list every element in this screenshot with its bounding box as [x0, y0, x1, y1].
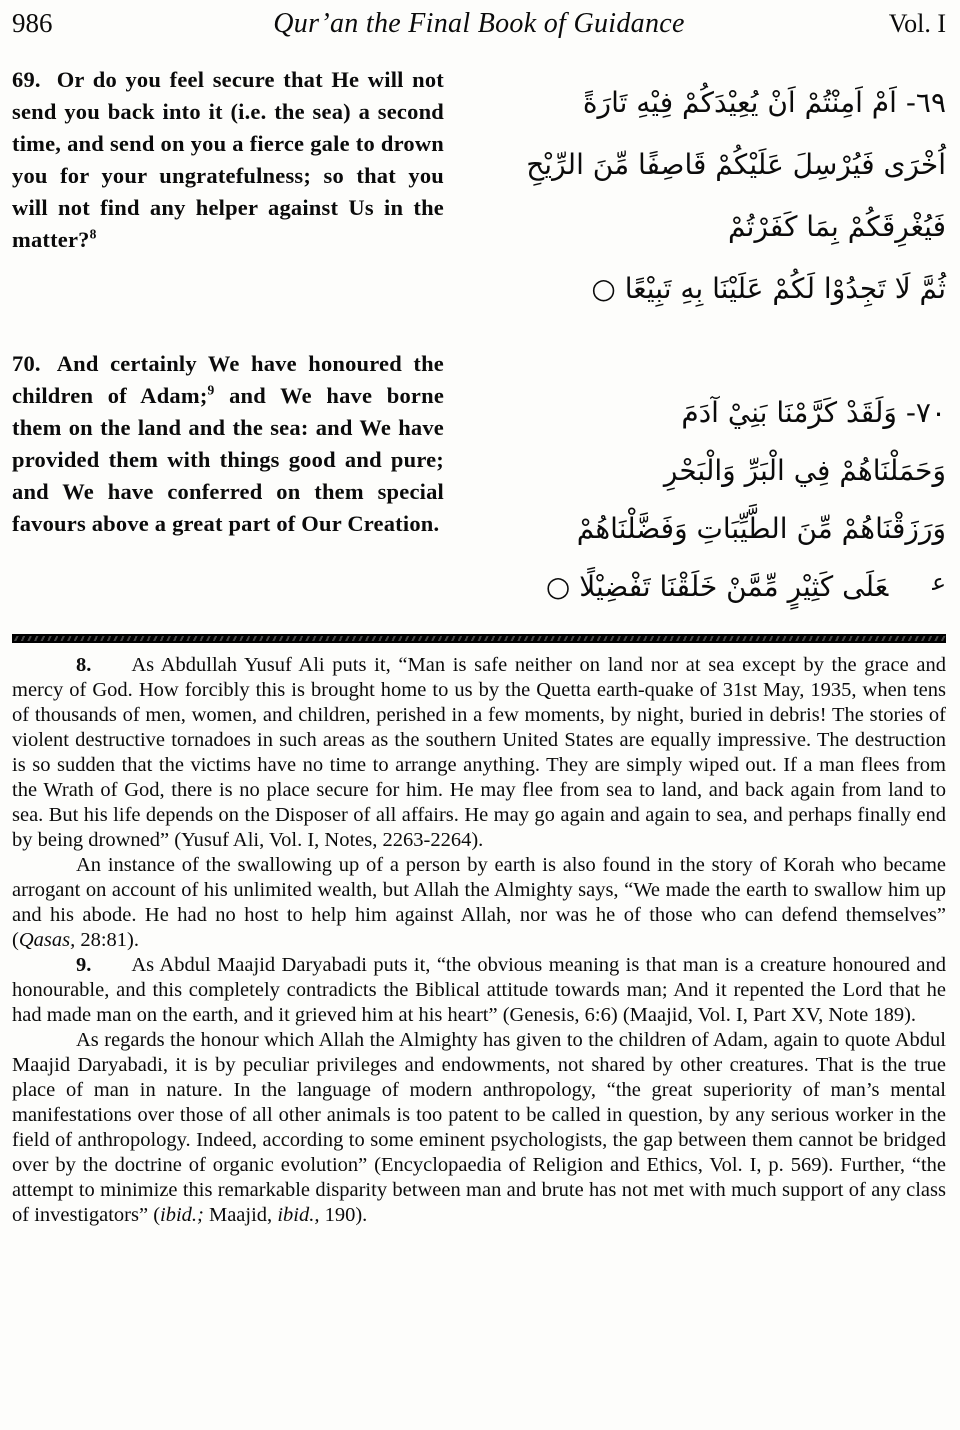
verse-70-arabic — [466, 348, 946, 618]
book-title: Qur’an the Final Book of Guidance — [273, 8, 685, 39]
footnote-8-text-2-end: 28:81). — [75, 929, 139, 951]
verse-69-number: 69. — [12, 67, 41, 92]
arabic-line: وَحَمَلْنَاهُمْ فِي الْبَرِّ وَالْبَحْرِ — [663, 454, 946, 487]
verse-69-arabic — [466, 64, 946, 320]
page-number: 986 — [12, 8, 53, 38]
arabic-line-text: عَلَى كَثِيْرٍ مِّمَّنْ خَلَقْنَا تَفْضِيْلًا ○ — [545, 570, 889, 603]
footnote-divider — [12, 634, 946, 643]
footnote-8-text-2: An instance of the swallowing up of a person by earth is also found in the story of Korah who became arrogant on account of his unlimited wealth, but Allah the Almighty says, “We made the earth to swallow him up and his abode. He had no host to help him against Allah, nor was he of those who can defend themselves” ( — [12, 854, 946, 951]
arabic-line: اُخْرَى فَيُرْسِلَ عَلَيْكُمْ قَاصِفًا مِّنَ الرِّيْحِ — [526, 148, 946, 181]
arabic-line: ٦٩- اَمْ اَمِنْتُمْ اَنْ يُعِيْدَكُمْ فِيْهِ تَارَةً — [582, 86, 946, 119]
footnote-9-text-2-mid: Maajid, — [203, 1204, 278, 1226]
arabic-line — [470, 558, 946, 618]
verses-section — [12, 64, 946, 618]
footnote-9-text-2: As regards the honour which Allah the Almighty has given to the children of Adam, again to quote Abdul Maajid Daryabadi, it is by peculiar privileges and endowments, not shared by other creatures. That is the true place of man in nature. In the language of modern anthropology, “the great superiority of man’s mental manifestations over those of all other animals is too patent to be called in question, by any serious worker in the field of anthropology. Indeed, according to some eminent psychologists, the gap between them cannot be bridged over by the doctrine of organic evolution” (Encyclopaedia of Religion and Ethics, Vol. I, p. 569). Further, “the attempt to minimize this remarkable disparity between man and brute has not met with much support of any class of investigators” ( — [12, 1029, 946, 1226]
citation-ibid-1: ibid.; — [160, 1204, 204, 1226]
footnote-8-number: 8. — [76, 654, 92, 676]
arabic-line: ثُمَّ لَا تَجِدُوْا لَكُمْ عَلَيْنَا بِهِ تَبِيْعًا ○ — [591, 272, 946, 305]
footnote-8-text: As Abdullah Yusuf Ali puts it, “Man is safe neither on land nor at sea except by the grace and mercy of God. How forcibly this is brought home to us by the Quetta earth-quake of 31st May, 1935, when tens of thousands of men, women, and children, perished in a few moments, by night, buried in debris! The stories of violent destructive tornadoes in such areas as the southern United States are equally impressive. The destruction is so sudden that the victims have no time to arrange anything. They are simply wiped out. If a man flees from the Wrath of God, there is no place secure for him. He may flee from sea to land, and back again from land to sea. But his life depends on the Disposer of all affairs. He may go again and again to sea, and perhaps finally end by being drowned” (Yusuf Ali, Vol. I, Notes, 2263-2264). — [12, 654, 946, 851]
footnote-9-text-2-end: 190). — [319, 1204, 368, 1226]
citation-ibid-2: ibid., — [277, 1204, 320, 1226]
footnote-8-paragraph-2 — [12, 853, 946, 953]
verse-70-number: 70. — [12, 351, 41, 376]
footnote-9-number: 9. — [76, 954, 92, 976]
footnote-9-text: As Abdul Maajid Daryabadi puts it, “the obvious meaning is that man is a creature honoured and honourable, and this completely contradicts the Biblical attitude towards man; And it repented the Lord that he had made man on the earth, and it grieved him at his heart” (Genesis, 6:6) (Maajid, Vol. I, Part XV, Note 189). — [12, 954, 946, 1026]
page-header — [12, 8, 946, 40]
footnote-ref-8: 8 — [89, 226, 97, 242]
verse-block-69 — [12, 64, 946, 320]
volume-label: Vol. I — [888, 9, 946, 38]
citation-qasas: Qasas, — [18, 929, 76, 951]
footnotes-section — [12, 653, 946, 1228]
footnote-9-paragraph-1 — [12, 953, 946, 1028]
verse-70-text-before: And certainly We have honoured the children of Adam; — [12, 351, 444, 408]
footnote-9-paragraph-2 — [12, 1028, 946, 1228]
footnote-8-paragraph-1 — [12, 653, 946, 853]
verse-69-text: Or do you feel secure that He will not send you back into it (i.e. the sea) a second time, and send on you a fierce gale to drown you for your ungratefulness; so that you will not find any helper against Us in the matter? — [12, 67, 444, 252]
verse-block-70 — [12, 348, 946, 618]
footnote-ref-9: 9 — [207, 382, 215, 398]
arabic-line: ٧٠- وَلَقَدْ كَرَّمْنَا بَنِيْ آدَمَ — [681, 396, 946, 429]
verse-69-english — [12, 64, 444, 320]
arabic-line: فَيُغْرِقَكُمْ بِمَا كَفَرْتُمْ — [728, 210, 946, 243]
ruku-marker: ع — [932, 570, 946, 596]
arabic-line: وَرَزَقْنَاهُمْ مِّنَ الطَّيِّبَاتِ وَفَضَّلْنَاهُمْ — [576, 512, 946, 545]
verse-70-english — [12, 348, 444, 618]
verse-70-text-after: and We have borne them on the land and the sea: and We have provided them with things good and pure; and We have conferred on them special favours above a great part of Our Creation. — [12, 382, 445, 536]
